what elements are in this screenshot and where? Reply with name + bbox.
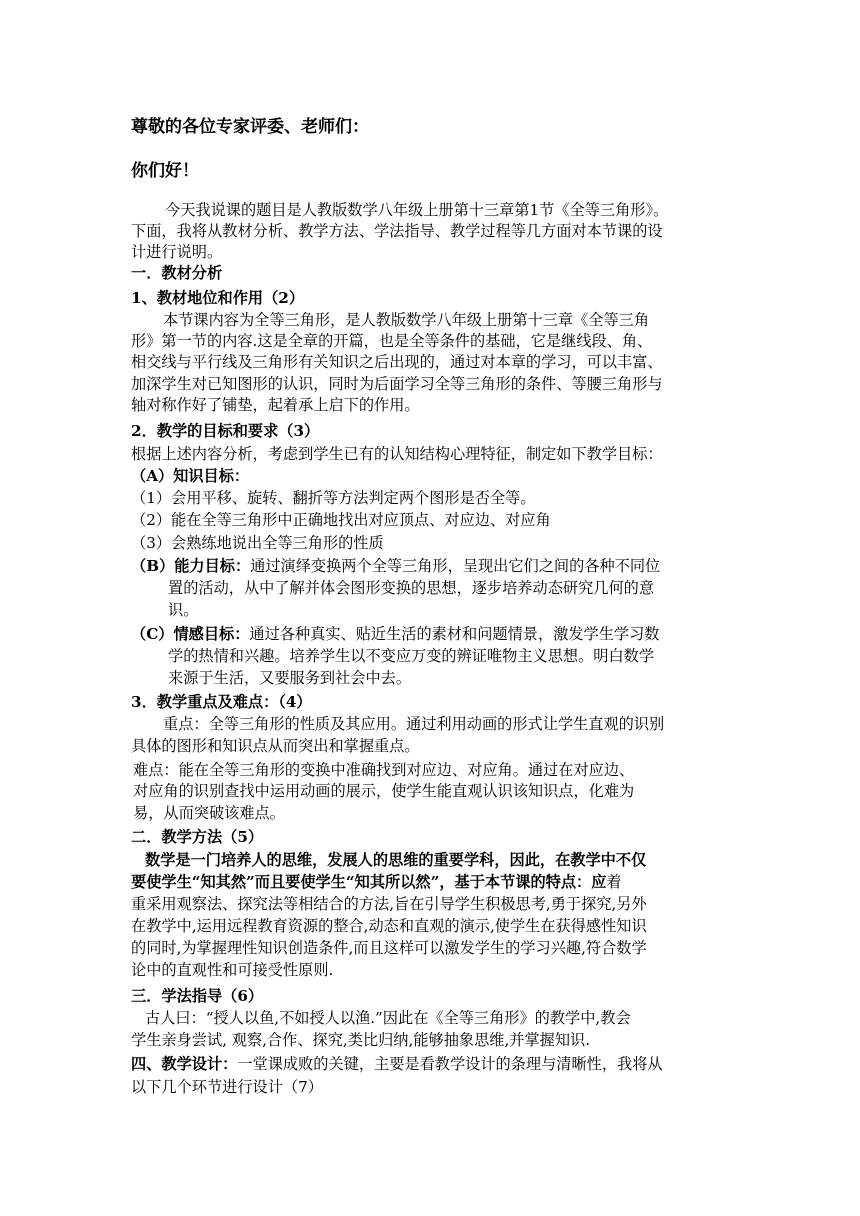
- text-segment: 通过各种真实、贴近生活的素材和问题情景，激发学生学习数: [249, 625, 660, 643]
- text-segment: 三．学法指导（6）: [131, 987, 264, 1005]
- text-segment: 加深学生对已知图形的认识，同时为后面学习全等三角形的条件、等腰三角形与: [131, 375, 663, 393]
- text-segment: 3．教学重点及难点：（4）: [131, 693, 312, 711]
- text-line: [131, 736, 731, 757]
- text-line: [131, 242, 731, 263]
- text-segment: 相交线与平行线及三角形有关知识之后出现的，通过对本章的学习，可以丰富、: [131, 353, 663, 371]
- text-segment: （C）情感目标：: [131, 625, 250, 643]
- text-segment: 对应角的识别查找中运用动画的展示，使学生能直观认识该知识点，化难为: [133, 782, 635, 800]
- text-segment: 古人曰：“授人以鱼,不如授人以渔.”因此在《全等三角形》的教学中,教会: [145, 1009, 631, 1027]
- text-line: [168, 600, 768, 621]
- text-line: [133, 781, 733, 802]
- text-segment: 学生亲身尝试, 观察,合作、探究,类比归纳,能够抽象思维,并掌握知识.: [131, 1031, 591, 1049]
- text-line: [145, 850, 745, 871]
- text-line: [131, 1030, 731, 1051]
- text-line: [168, 646, 768, 667]
- text-line: [168, 578, 768, 599]
- text-line: [131, 466, 731, 487]
- text-line: [131, 488, 731, 509]
- text-segment: 重点：全等三角形的性质及其应用。通过利用动画的形式让学生直观的识别: [163, 715, 665, 733]
- text-segment: 在教学中,运用远程教育资源的整合,动态和直观的演示,使学生在获得感性知识: [131, 917, 647, 935]
- text-segment: 论中的直观性和可接受性原则.: [131, 961, 334, 979]
- text-segment: 轴对称作好了铺垫，起着承上启下的作用。: [131, 396, 420, 414]
- hello-heading: 你们好！: [131, 161, 199, 181]
- text-line: [131, 444, 731, 465]
- text-line: [131, 395, 731, 416]
- text-segment: 来源于生活，又要服务到社会中去。: [168, 669, 411, 687]
- text-segment: 数学是一门培养人的思维，发展人的思维的重要学科，因此，在教学中不仅: [145, 851, 647, 869]
- text-segment: 通过演绎变换两个全等三角形，呈现出它们之间的各种不同位: [250, 557, 661, 575]
- text-segment: 一．教材分析: [131, 264, 223, 282]
- text-line: [131, 624, 731, 645]
- text-line: [145, 1008, 745, 1029]
- text-segment: 具体的图形和知识点从而突出和掌握重点。: [131, 737, 420, 755]
- text-line: [131, 986, 731, 1007]
- text-segment: 2．教学的目标和要求（3）: [131, 422, 320, 440]
- text-segment: 1、教材地位和作用（2）: [131, 289, 305, 307]
- text-segment: 识。: [168, 601, 199, 619]
- text-line: [131, 533, 731, 554]
- text-line: [131, 374, 731, 395]
- text-segment: （3）会熟练地说出全等三角形的性质: [131, 534, 384, 552]
- text-line: [131, 960, 731, 981]
- text-segment: 易，从而突破该难点。: [133, 804, 285, 822]
- text-line: [133, 760, 733, 781]
- text-segment: 学的热情和兴趣。培养学生以不变应万变的辨证唯物主义思想。明白数学: [168, 647, 654, 665]
- text-line: [131, 827, 731, 848]
- text-line: [131, 288, 731, 309]
- text-segment: 下面，我将从教材分析、教学方法、学法指导、教学过程等几方面对本节课的设: [131, 222, 663, 240]
- text-line: [131, 556, 731, 577]
- text-segment: 二．教学方法（5）: [131, 828, 264, 846]
- text-line: [131, 692, 731, 713]
- text-segment: 置的活动，从中了解并体会图形变换的思想，逐步培养动态研究几何的意: [168, 579, 654, 597]
- text-line: [131, 872, 731, 893]
- text-segment: （2）能在全等三角形中正确地找出对应顶点、对应边、对应角: [131, 511, 551, 529]
- text-line: [163, 310, 763, 331]
- text-line: [131, 894, 731, 915]
- text-line: [131, 938, 731, 959]
- text-line: [131, 352, 731, 373]
- text-segment: 本节课内容为全等三角形，是人教版数学八年级上册第十三章《全等三角: [163, 311, 649, 329]
- text-segment: （B）能力目标：: [131, 557, 251, 575]
- text-line: [131, 1077, 731, 1098]
- text-line: [131, 221, 731, 242]
- text-line: [131, 421, 731, 442]
- text-line: [168, 668, 768, 689]
- text-segment: 一堂课成败的关键，主要是看教学设计的条理与清晰性，我将从: [237, 1055, 663, 1073]
- text-segment: 要使学生“知其然”而且要使学生“知其所以然”，基于本节课的特点：应: [131, 873, 607, 891]
- text-line: [131, 1054, 731, 1075]
- text-line: [163, 714, 763, 735]
- text-segment: （1）会用平移、旋转、翻折等方法判定两个图形是否全等。: [131, 489, 536, 507]
- text-segment: 的同时,为掌握理性知识创造条件,而且这样可以激发学生的学习兴趣,符合数学: [131, 939, 647, 957]
- text-line: [131, 510, 731, 531]
- greeting-heading: 尊敬的各位专家评委、老师们：: [131, 117, 369, 137]
- text-segment: （A）知识目标：: [131, 467, 250, 485]
- text-segment: 根据上述内容分析，考虑到学生已有的认知结构心理特征，制定如下教学目标：: [131, 445, 663, 463]
- text-segment: 计进行说明。: [131, 243, 223, 261]
- text-line: [131, 916, 731, 937]
- text-segment: 难点：能在全等三角形的变换中准确找到对应边、对应角。通过在对应边、: [133, 761, 635, 779]
- text-segment: 形》第一节的内容.这是全章的开篇，也是全等条件的基础，它是继线段、角、: [131, 332, 653, 350]
- text-line: [133, 803, 733, 824]
- text-line: [165, 200, 765, 221]
- text-segment: 着: [606, 873, 622, 891]
- text-line: [131, 331, 731, 352]
- text-segment: 以下几个环节进行设计（7）: [131, 1078, 323, 1096]
- text-segment: 四、教学设计：: [131, 1055, 238, 1073]
- text-segment: 今天我说课的题目是人教版数学八年级上册第十三章第1节《全等三角形》。: [165, 201, 669, 219]
- text-segment: 重采用观察法、探究法等相结合的方法,旨在引导学生积极思考,勇于探究,另外: [131, 895, 647, 913]
- text-line: [131, 263, 731, 284]
